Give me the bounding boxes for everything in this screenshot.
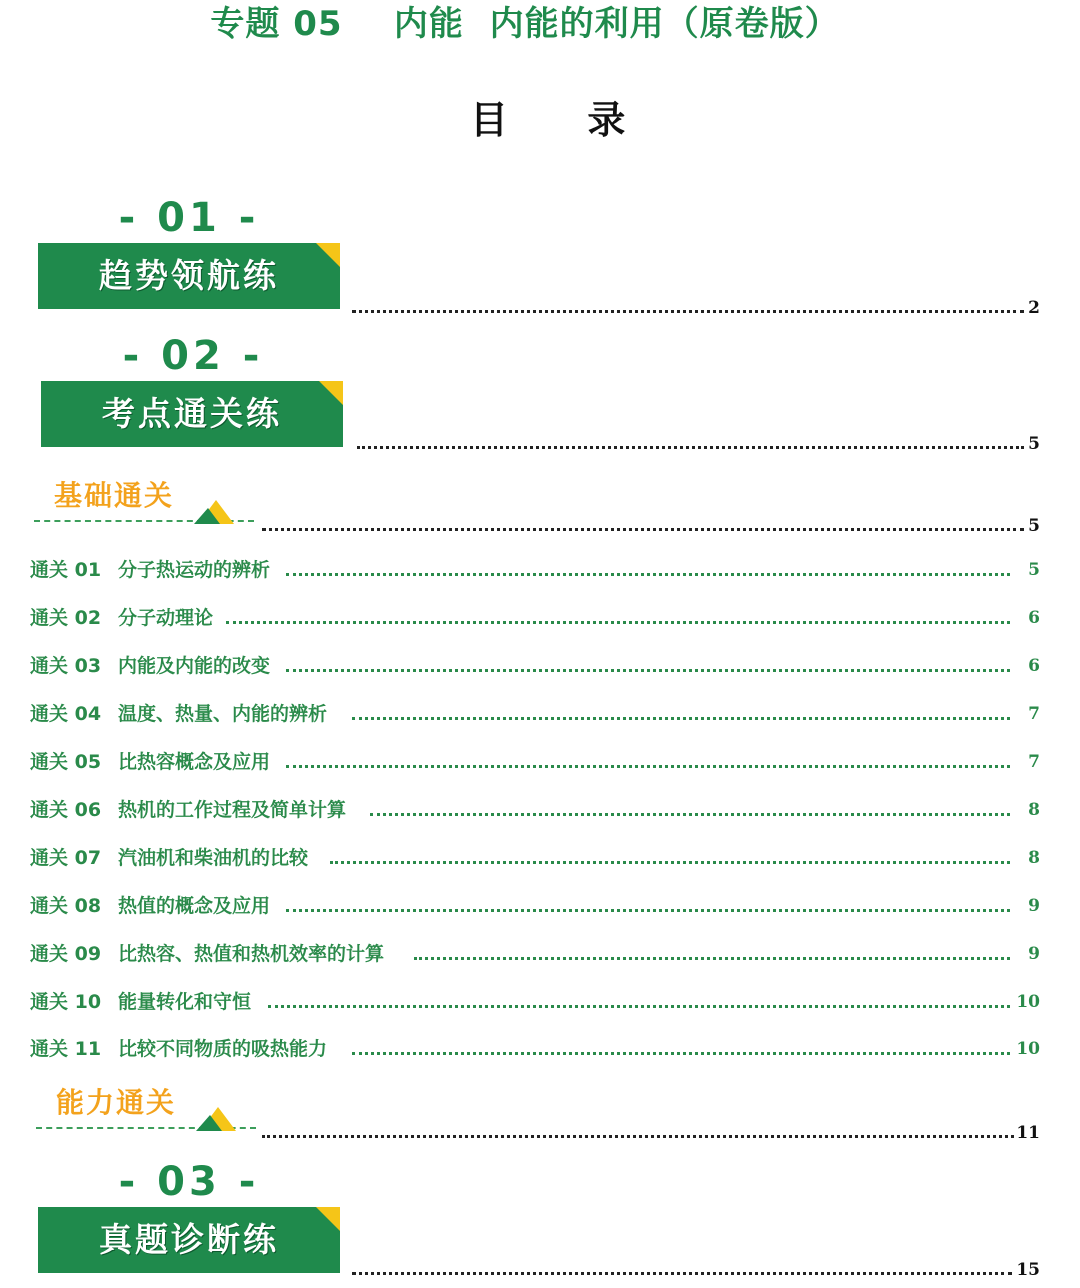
document-title: 专题 05 内能 内能的利用（原卷版）: [210, 4, 840, 44]
entry-title: 能量转化和守恒: [118, 991, 252, 1013]
entry-page: 9: [1028, 896, 1040, 916]
toc-entry[interactable]: [30, 700, 1040, 728]
toc-entry[interactable]: [30, 844, 1040, 872]
section-page-01[interactable]: 2: [1028, 298, 1040, 318]
section-page-03[interactable]: 15: [1016, 1260, 1040, 1280]
toc-entry[interactable]: [30, 892, 1040, 920]
toc-entry[interactable]: [30, 940, 1040, 968]
entry-page: 10: [1016, 992, 1040, 1012]
subsection-page-basic[interactable]: 5: [1028, 516, 1040, 536]
entry-code: 通关 02: [30, 607, 102, 629]
entry-leader: [268, 1005, 1010, 1008]
toc-entry[interactable]: [30, 652, 1040, 680]
entry-title: 比较不同物质的吸热能力: [118, 1038, 328, 1060]
entry-title: 热机的工作过程及简单计算: [118, 799, 347, 821]
entry-code: 通关 08: [30, 895, 102, 917]
subsection-leader-ability: [262, 1135, 1014, 1138]
entry-leader: [286, 909, 1010, 912]
toc-entry[interactable]: [30, 604, 1040, 632]
subsection-label-ability: 能力通关: [56, 1086, 177, 1119]
entry-page: 8: [1028, 848, 1040, 868]
entry-title: 比热容概念及应用: [118, 751, 271, 773]
section-label-01: 趋势领航练: [99, 256, 279, 295]
subsection-page-ability[interactable]: 11: [1016, 1123, 1040, 1143]
entry-page: 6: [1028, 608, 1040, 628]
section-number-01: - 01 -: [118, 195, 260, 241]
section-page-02[interactable]: 5: [1028, 434, 1040, 454]
entry-page: 8: [1028, 800, 1040, 820]
section-leader-01: [352, 310, 1024, 313]
entry-leader: [330, 861, 1010, 864]
toc-entry[interactable]: [30, 748, 1040, 776]
section-number-03: - 03 -: [118, 1159, 260, 1205]
mountain-icon: [194, 498, 234, 524]
subsection-leader-basic: [262, 528, 1024, 531]
entry-leader: [286, 573, 1010, 576]
entry-code: 通关 06: [30, 799, 102, 821]
section-banner-01[interactable]: [38, 243, 340, 309]
entry-leader: [226, 621, 1010, 624]
entry-leader: [352, 717, 1010, 720]
subsection-tag-basic[interactable]: [34, 478, 264, 530]
entry-title: 热值的概念及应用: [118, 895, 271, 917]
section-banner-03[interactable]: [38, 1207, 340, 1273]
section-leader-03: [352, 1272, 1012, 1275]
entry-title: 内能及内能的改变: [118, 655, 271, 677]
toc-entry[interactable]: [30, 988, 1040, 1016]
toc-entry[interactable]: [30, 556, 1040, 584]
entry-code: 通关 10: [30, 991, 102, 1013]
section-leader-02: [357, 446, 1024, 449]
entry-code: 通关 04: [30, 703, 102, 725]
entry-title: 比热容、热值和热机效率的计算: [118, 943, 385, 965]
entry-leader: [414, 957, 1010, 960]
section-number-02: - 02 -: [122, 333, 264, 379]
toc-entry[interactable]: [30, 796, 1040, 824]
entry-code: 通关 05: [30, 751, 102, 773]
section-label-03: 真题诊断练: [99, 1220, 279, 1259]
entry-leader: [370, 813, 1010, 816]
entry-code: 通关 11: [30, 1038, 102, 1060]
section-label-02: 考点通关练: [102, 394, 282, 433]
subsection-label-basic: 基础通关: [54, 479, 175, 512]
entry-page: 6: [1028, 656, 1040, 676]
entry-code: 通关 03: [30, 655, 102, 677]
section-banner-02[interactable]: [41, 381, 343, 447]
entry-page: 5: [1028, 560, 1040, 580]
entry-page: 10: [1016, 1039, 1040, 1059]
mountain-icon: [196, 1105, 236, 1131]
entry-page: 7: [1028, 752, 1040, 772]
entry-leader: [286, 669, 1010, 672]
entry-title: 汽油机和柴油机的比较: [118, 847, 309, 869]
toc-heading: 目 录: [470, 98, 626, 142]
subsection-tag-ability[interactable]: [36, 1085, 266, 1137]
entry-page: 7: [1028, 704, 1040, 724]
toc-entry[interactable]: [30, 1035, 1040, 1063]
entry-title: 分子热运动的辨析: [118, 559, 271, 581]
entry-title: 分子动理论: [118, 607, 214, 629]
entry-code: 通关 01: [30, 559, 102, 581]
entry-code: 通关 07: [30, 847, 102, 869]
entry-leader: [352, 1052, 1010, 1055]
entry-leader: [286, 765, 1010, 768]
entry-title: 温度、热量、内能的辨析: [118, 703, 328, 725]
entry-code: 通关 09: [30, 943, 102, 965]
entry-page: 9: [1028, 944, 1040, 964]
